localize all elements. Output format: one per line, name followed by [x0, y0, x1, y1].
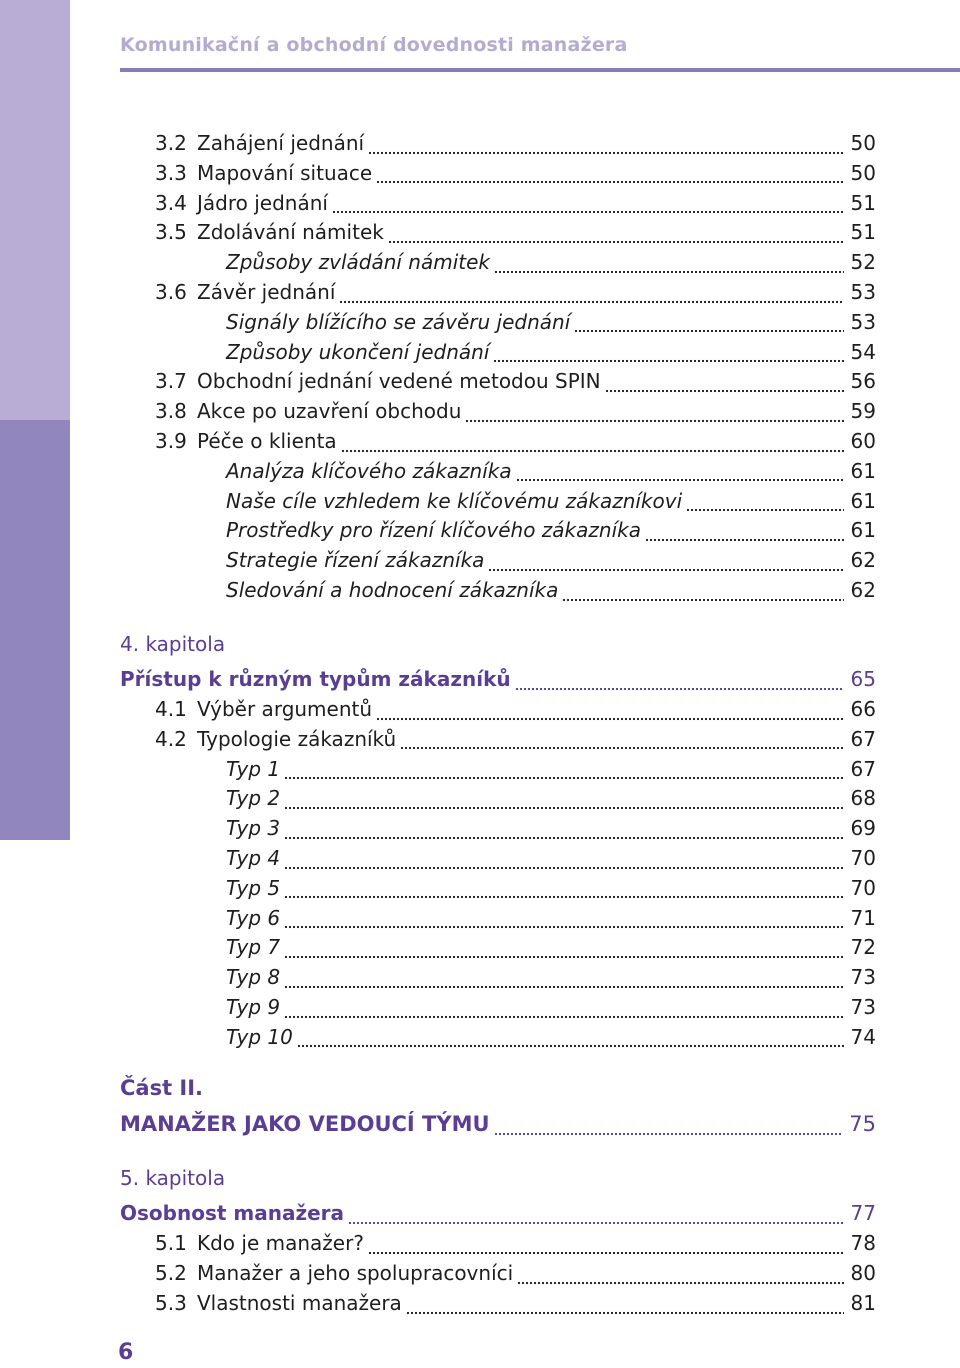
toc-entry[interactable]: [155, 1255, 876, 1285]
toc-entry-number: 3.9: [155, 429, 187, 453]
toc-entry-page: 78: [850, 1231, 876, 1255]
toc-entry-page: 73: [850, 965, 876, 990]
toc-entry-title: Způsoby zvládání námitek: [226, 250, 491, 275]
toc-entry-page: 81: [850, 1291, 876, 1315]
toc-entry[interactable]: [226, 810, 876, 840]
toc-entry-page: 62: [850, 548, 876, 573]
toc-entry-title: Analýza klíčového zákazníka: [226, 458, 512, 483]
toc-entry-title: Přístup k různým typům zákazníků: [120, 667, 511, 691]
toc-entry[interactable]: [226, 304, 876, 334]
toc-entry[interactable]: [226, 244, 876, 274]
toc-entry[interactable]: [155, 363, 876, 393]
toc-entry[interactable]: [155, 185, 876, 215]
toc-entry[interactable]: [155, 214, 876, 244]
toc-entry-title: Zahájení jednání: [197, 131, 365, 155]
toc-entry[interactable]: [155, 125, 876, 155]
toc-entry[interactable]: [226, 929, 876, 959]
running-header: Komunikační a obchodní dovednosti manažera: [120, 34, 628, 56]
toc-entry[interactable]: [226, 483, 876, 513]
toc-entry[interactable]: [226, 900, 876, 930]
toc-entry-title: Jádro jednání: [197, 190, 328, 215]
toc-entry[interactable]: [155, 423, 876, 453]
toc-entry-page: 54: [850, 339, 876, 364]
toc-entry-number: 3.7: [155, 369, 187, 394]
toc-entry-page: 59: [850, 399, 876, 424]
toc-entry-number: 3.8: [155, 399, 187, 424]
toc-entry-title: Typ 2: [226, 786, 281, 811]
part-2-label: Část II.: [120, 1076, 204, 1100]
toc-entry-title: Typologie zákazníků: [197, 726, 397, 751]
toc-entry-title: Typ 9: [226, 995, 281, 1019]
toc-entry[interactable]: [226, 840, 876, 870]
toc-entry-number: 3.2: [155, 131, 187, 155]
toc-entry-number: 3.5: [155, 220, 187, 245]
toc-entry-number: 3.4: [155, 190, 187, 215]
toc-entry-title: Manažer a jeho spolupracovníci: [197, 1261, 514, 1285]
toc-entry-page: 61: [850, 488, 876, 513]
toc-entry[interactable]: [226, 989, 876, 1019]
toc-entry[interactable]: [226, 780, 876, 810]
toc-leader-dots: [297, 1044, 844, 1049]
toc-entry-page: 80: [850, 1261, 876, 1285]
toc-entry-page: 61: [850, 458, 876, 483]
toc-entry-page: 70: [850, 875, 876, 900]
toc-entry-page: 71: [850, 905, 876, 930]
toc-entry-page: 70: [850, 846, 876, 870]
toc-leader-dots: [494, 1131, 844, 1136]
toc-entry-title: Závěr jednání: [197, 280, 336, 304]
toc-entry[interactable]: [120, 1195, 876, 1225]
toc-entry-number: 4.1: [155, 697, 187, 721]
toc-entry[interactable]: [226, 751, 876, 781]
toc-entry-page: 67: [850, 726, 876, 751]
toc-entry-number: 4.2: [155, 726, 187, 751]
toc-entry-title: Způsoby ukončení jednání: [226, 339, 490, 364]
page-number: 6: [118, 1340, 134, 1365]
toc-entry-title: Typ 6: [226, 905, 281, 930]
toc-entry-title: Péče o klienta: [197, 429, 337, 453]
chapter-5-label: 5. kapitola: [120, 1166, 226, 1190]
toc-entry-number: 5.3: [155, 1291, 187, 1315]
toc-entry-page: 73: [850, 995, 876, 1019]
toc-entry-title: Naše cíle vzhledem ke klíčovému zákazníkovi: [226, 488, 683, 513]
toc-entry-page: 56: [850, 369, 876, 394]
toc-entry-title: Typ 5: [226, 875, 281, 900]
toc-entry-page: 51: [850, 190, 876, 215]
toc-entry-title: Typ 10: [226, 1024, 293, 1049]
toc-entry[interactable]: [226, 542, 876, 572]
toc-entry[interactable]: [155, 393, 876, 423]
toc-entry-title: Prostředky pro řízení klíčového zákazníka: [226, 518, 641, 543]
toc-entry-title: Strategie řízení zákazníka: [226, 548, 485, 573]
toc-entry-page: 53: [850, 309, 876, 334]
toc-entry-title: Vlastnosti manažera: [197, 1291, 402, 1315]
toc-entry[interactable]: [155, 1285, 876, 1315]
toc-entry[interactable]: [155, 1225, 876, 1255]
toc-entry-page: 67: [850, 756, 876, 781]
toc-entry-number: 3.3: [155, 160, 187, 185]
toc-entry[interactable]: [226, 1019, 876, 1049]
toc-entry-page: 68: [850, 786, 876, 811]
toc-entry-title: Obchodní jednání vedené metodou SPIN: [197, 369, 601, 394]
toc-entry-title: Osobnost manažera: [120, 1201, 345, 1225]
toc-entry-title: MANAŽER JAKO VEDOUCÍ TÝMU: [120, 1112, 490, 1136]
toc-entry-title: Signály blížícího se závěru jednání: [226, 309, 571, 334]
toc-leader-dots: [406, 1310, 844, 1315]
toc-entry[interactable]: [155, 691, 876, 721]
toc-entry[interactable]: [120, 661, 876, 691]
toc-entry-title: Typ 1: [226, 756, 281, 781]
toc-entry-page: 52: [850, 250, 876, 275]
toc-entry-title: Zdolávání námitek: [197, 220, 384, 245]
toc-entry-page: 61: [850, 518, 876, 543]
toc-entry[interactable]: [226, 512, 876, 542]
toc-entry-title: Kdo je manažer?: [197, 1231, 364, 1255]
chapter-4-label: 4. kapitola: [120, 632, 226, 656]
toc-entry-title: Typ 4: [226, 846, 281, 870]
toc-entry[interactable]: [226, 334, 876, 364]
toc-entry[interactable]: [120, 1106, 876, 1136]
toc-entry[interactable]: [226, 453, 876, 483]
toc-entry-page: 66: [850, 697, 876, 721]
toc-entry-number: 5.1: [155, 1231, 187, 1255]
toc-entry-title: Výběr argumentů: [197, 697, 373, 721]
toc-entry-page: 65: [850, 667, 876, 691]
toc-entry-page: 51: [850, 220, 876, 245]
toc-entry-page: 75: [849, 1112, 876, 1136]
toc-entry[interactable]: [226, 959, 876, 989]
toc-entry[interactable]: [155, 155, 876, 185]
toc-entry-number: 5.2: [155, 1261, 187, 1285]
toc-entry-title: Typ 8: [226, 965, 281, 990]
toc-entry-page: 69: [850, 816, 876, 841]
toc-entry-page: 60: [850, 429, 876, 453]
toc-entry-page: 50: [850, 160, 876, 185]
toc-entry-number: 3.6: [155, 280, 187, 304]
toc-entry-title: Sledování a hodnocení zákazníka: [226, 578, 559, 602]
toc-entry[interactable]: [155, 721, 876, 751]
toc-leader-dots: [562, 597, 844, 602]
toc-entry-title: Typ 3: [226, 816, 281, 841]
toc-entry[interactable]: [226, 870, 876, 900]
toc-entry-page: 77: [850, 1201, 876, 1225]
toc-entry-page: 72: [850, 935, 876, 960]
toc-entry[interactable]: [226, 572, 876, 602]
toc-entry-title: Akce po uzavření obchodu: [197, 399, 462, 424]
toc-entry-page: 50: [850, 131, 876, 155]
toc-entry-title: Typ 7: [226, 935, 281, 960]
toc-entry-title: Mapování situace: [197, 160, 373, 185]
toc-entry[interactable]: [155, 274, 876, 304]
toc-entry-page: 74: [850, 1024, 876, 1049]
toc-entry-page: 62: [850, 578, 876, 602]
toc-entry-page: 53: [850, 280, 876, 304]
